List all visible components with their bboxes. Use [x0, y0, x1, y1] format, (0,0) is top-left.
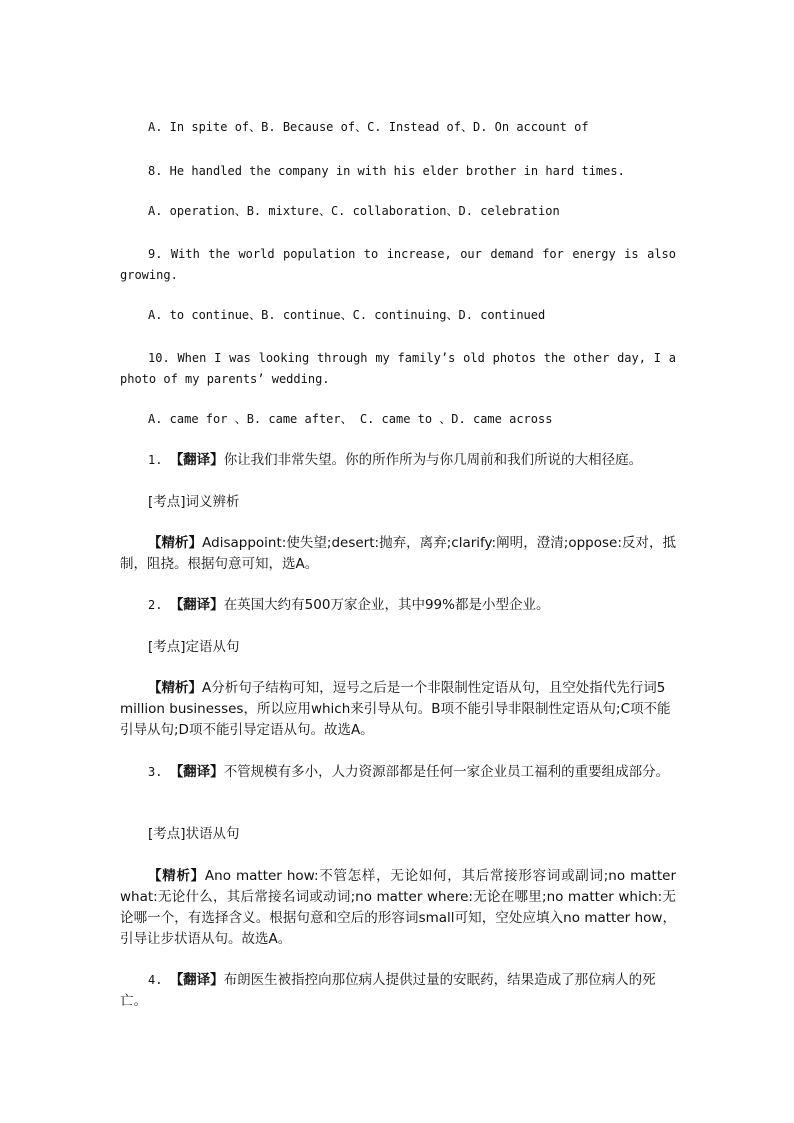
q9-stem: 9. With the world population to increase, our demand for energy is also growing.	[120, 247, 676, 282]
answer-3-number: 3.	[148, 765, 163, 779]
answer-2-analysis-text: A分析句子结构可知，逗号之后是一个非限制性定语从句，且空处指代先行词5 million businesses，所以应用which来引导从句。B项不能引导非限制性定语从句;C项不能引导从句;D项不能引导定语从句。故选A。	[120, 680, 671, 738]
answer-2-translation	[120, 595, 676, 616]
answer-2-analysis-tag: 【精析】	[148, 680, 202, 696]
answer-3-translation	[120, 762, 676, 783]
answer-1-analysis-text: Adisappoint:使失望;desert:抛弃，离弃;clarify:阐明，澄清;oppose:反对，抵制，阻挠。根据句意可知，选A。	[120, 535, 676, 572]
answer-1-point: [考点]词义辨析	[148, 494, 240, 510]
q7-options: A. In spite of、B. Because of、C. Instead of、D. On account of	[148, 120, 589, 134]
answer-3-analysis	[120, 866, 676, 950]
q10-stem: 10. When I was looking through my family’s old photos the other day, I a photo of my parents’ wedding.	[120, 351, 676, 386]
answer-3-point: [考点]状语从句	[148, 826, 240, 842]
q9-options: A. to continue、B. continue、C. continuing、D. continued	[148, 308, 546, 322]
answer-3-translation-tag: 【翻译】	[169, 764, 224, 780]
answer-1-analysis	[120, 533, 676, 575]
answer-1-translation	[120, 450, 676, 471]
answer-1-translation-tag: 【翻译】	[169, 452, 224, 468]
answer-4-translation-text: 布朗医生被指控向那位病人提供过量的安眠药，结果造成了那位病人的死亡。	[120, 972, 656, 1009]
answer-3-analysis-tag: 【精析】	[148, 868, 205, 884]
answer-2-translation-tag: 【翻译】	[169, 597, 224, 613]
answer-2-number: 2.	[148, 598, 163, 612]
answer-2-point: [考点]定语从句	[148, 639, 240, 655]
q8-options: A. operation、B. mixture、C. collaboration、D. celebration	[148, 204, 560, 218]
answer-1-number: 1.	[148, 453, 163, 467]
q10-options: A. came for 、B. came after、 C. came to 、D. came across	[148, 412, 553, 426]
answer-3-analysis-text: Ano matter how:不管怎样，无论如何，其后常接形容词或副词;no matter what:无论什么，其后常接名词或动词;no matter where:无论在哪里;no matter which:无论哪一个，有选择含义。根据句意和空后的形容词small可知，空处应填入no matter how，引导让步状语从句。故选A。	[120, 868, 677, 947]
answer-4-translation	[120, 970, 676, 1012]
answer-1-analysis-tag: 【精析】	[148, 535, 203, 551]
answer-1-translation-text: 你让我们非常失望。你的所作所为与你几周前和我们所说的大相径庭。	[223, 452, 643, 468]
answer-4-number: 4.	[148, 973, 163, 987]
answer-3-translation-text: 不管规模有多小，人力资源部都是任何一家企业员工福利的重要组成部分。	[223, 764, 670, 780]
answer-4-translation-tag: 【翻译】	[169, 972, 224, 988]
q8-stem: 8. He handled the company in with his elder brother in hard times.	[148, 164, 625, 178]
answer-2-analysis	[120, 678, 676, 741]
answer-2-translation-text: 在英国大约有500万家企业，其中99%都是小型企业。	[223, 597, 550, 613]
